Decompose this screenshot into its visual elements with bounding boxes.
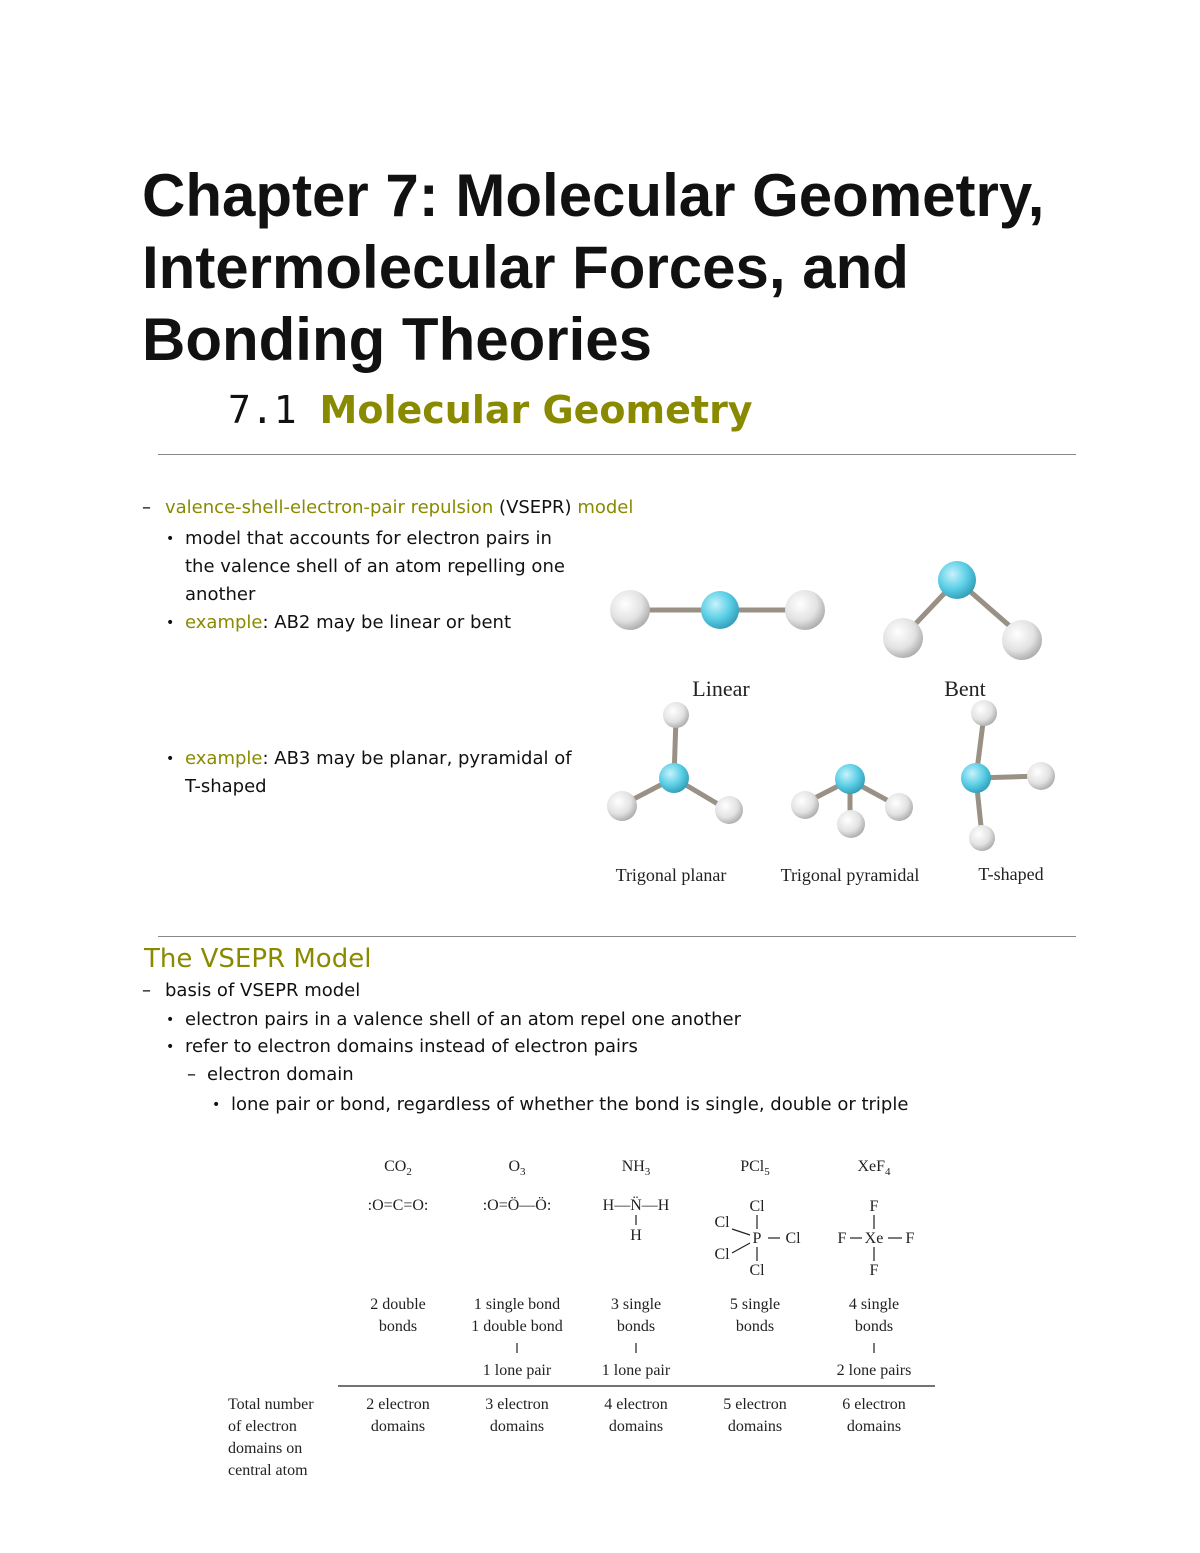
example-ab3-cont: T-shaped	[185, 776, 267, 797]
definition-line-1: model that accounts for electron pairs in	[185, 528, 552, 549]
dash-bullet: –	[142, 980, 151, 1001]
outer-atom	[610, 590, 650, 630]
lewis-nh3-h: H	[630, 1227, 642, 1244]
section-name: Molecular Geometry	[319, 388, 753, 432]
total-o3-1: 3 electron	[485, 1396, 549, 1413]
formula-o3: $O_3$	[508, 1158, 526, 1178]
bonds-pcl5-1: 5 single	[729, 1296, 781, 1313]
outer-atom	[885, 793, 913, 821]
vsepr-model-heading: The VSEPR Model	[144, 944, 372, 974]
section-number: 7.1	[228, 388, 297, 432]
lewis-o3: :O=Ö—Ö:	[482, 1197, 552, 1214]
definition-line-2: the valence shell of an atom repelling one	[185, 556, 565, 577]
lewis-pcl5-cl-ll: Cl	[714, 1246, 730, 1263]
central-atom	[938, 561, 976, 599]
dash-bullet: –	[142, 497, 151, 518]
outer-atom	[791, 791, 819, 819]
outer-atom	[663, 702, 689, 728]
basis-point-1: electron pairs in a valence shell of an atom repel one another	[185, 1009, 742, 1030]
central-atom	[961, 763, 991, 793]
lewis-xef4-f-left: F	[837, 1230, 847, 1247]
lone-nh3: 1 lone pair	[601, 1362, 671, 1379]
lewis-pcl5-cl-right: Cl	[785, 1230, 801, 1247]
example-label: example	[185, 748, 263, 769]
total-xef4-1: 6 electron	[842, 1396, 906, 1413]
lewis-xef4-f-top: F	[869, 1198, 879, 1215]
row-label-3: domains on	[228, 1440, 303, 1457]
bonds-xef4-1: 4 single	[848, 1296, 900, 1313]
example-ab3	[185, 745, 572, 773]
chapter-title: Chapter 7: Molecular Geometry, Intermolecular Forces, and Bonding Theories	[142, 162, 1045, 373]
outer-atom	[715, 796, 743, 824]
section-divider	[158, 454, 1076, 455]
section-heading	[228, 386, 753, 434]
electron-domain-table	[220, 1145, 950, 1490]
dash-bullet: –	[187, 1064, 196, 1085]
outer-atom	[607, 791, 637, 821]
lewis-nh3: H—N̈—H	[602, 1197, 670, 1214]
bullet-dot: •	[166, 531, 175, 547]
bullet-dot: •	[212, 1097, 221, 1113]
total-xef4-2: domains	[846, 1418, 902, 1435]
total-co2-1: 2 electron	[366, 1396, 430, 1413]
lewis-xef4-f-right: F	[905, 1230, 915, 1247]
bullet-dot: •	[166, 751, 175, 767]
central-atom	[659, 763, 689, 793]
lewis-pcl5-cl-bottom: Cl	[749, 1262, 765, 1279]
bonds-co2-1: 2 double	[370, 1296, 426, 1313]
lone-xef4: 2 lone pairs	[836, 1362, 912, 1379]
outer-atom	[883, 618, 923, 658]
section-divider	[158, 936, 1076, 937]
lewis-xef4-f-bottom: F	[869, 1262, 879, 1279]
basis-heading: basis of VSEPR model	[165, 980, 361, 1001]
outer-atom	[785, 590, 825, 630]
total-nh3-1: 4 electron	[604, 1396, 668, 1413]
example-text: : AB3 may be planar, pyramidal of	[262, 748, 572, 769]
row-label-2: of electron	[228, 1418, 297, 1435]
definition-line-3: another	[185, 584, 256, 605]
vsepr-acronym: (VSEPR)	[499, 497, 572, 518]
outer-atom	[1002, 620, 1042, 660]
formula-xef4: XeF$_4$	[857, 1158, 891, 1178]
bonds-xef4-2: bonds	[854, 1318, 894, 1335]
formula-pcl5: PCl$_5$	[740, 1158, 770, 1178]
example-label: example	[185, 612, 263, 633]
outer-atom	[969, 825, 995, 851]
formula-co2: $CO_2$	[384, 1158, 412, 1178]
label-bent: Bent	[944, 676, 986, 701]
basis-point-2: refer to electron domains instead of electron pairs	[185, 1036, 638, 1057]
bullet-dot: •	[166, 1012, 175, 1028]
lewis-co2: :O=C=O:	[367, 1197, 429, 1214]
central-atom	[701, 591, 739, 629]
lewis-pcl5-cl-top: Cl	[749, 1198, 765, 1215]
outer-atom	[971, 700, 997, 726]
total-pcl5-1: 5 electron	[723, 1396, 787, 1413]
vsepr-term-line	[165, 494, 633, 522]
lone-o3: 1 lone pair	[482, 1362, 552, 1379]
bonds-o3-2: 1 double bond	[471, 1318, 563, 1335]
lewis-xef4-xe: Xe	[864, 1230, 884, 1247]
molecular-shapes-figure	[590, 550, 1070, 900]
bonds-nh3-1: 3 single	[610, 1296, 662, 1313]
label-linear: Linear	[692, 676, 750, 701]
bullet-dot: •	[166, 1039, 175, 1055]
example-text: : AB2 may be linear or bent	[262, 612, 512, 633]
vsepr-model-word: model	[577, 497, 634, 518]
bonds-o3-1: 1 single bond	[473, 1296, 561, 1313]
bullet-dot: •	[166, 615, 175, 631]
electron-domain-term: electron domain	[207, 1064, 354, 1085]
lewis-pcl5-p: P	[752, 1230, 762, 1247]
lewis-pcl5-cl-ul: Cl	[714, 1214, 730, 1231]
vsepr-term: valence-shell-electron-pair repulsion	[165, 497, 494, 518]
bonds-co2-2: bonds	[378, 1318, 418, 1335]
formula-nh3: $NH_3$	[621, 1158, 651, 1178]
label-trigonal-planar: Trigonal planar	[615, 865, 727, 885]
outer-atom	[837, 810, 865, 838]
label-t-shaped: T-shaped	[978, 864, 1044, 884]
bonds-pcl5-2: bonds	[735, 1318, 775, 1335]
bonds-nh3-2: bonds	[616, 1318, 656, 1335]
example-ab2	[185, 609, 511, 637]
central-atom	[835, 764, 865, 794]
total-nh3-2: domains	[608, 1418, 664, 1435]
total-o3-2: domains	[489, 1418, 545, 1435]
electron-domain-def: lone pair or bond, regardless of whether the bond is single, double or triple	[231, 1094, 909, 1115]
total-pcl5-2: domains	[727, 1418, 783, 1435]
outer-atom	[1027, 762, 1055, 790]
label-trigonal-pyramidal: Trigonal pyramidal	[780, 865, 920, 885]
row-label-4: central atom	[228, 1462, 308, 1479]
row-label-1: Total number	[228, 1396, 314, 1413]
total-co2-2: domains	[370, 1418, 426, 1435]
